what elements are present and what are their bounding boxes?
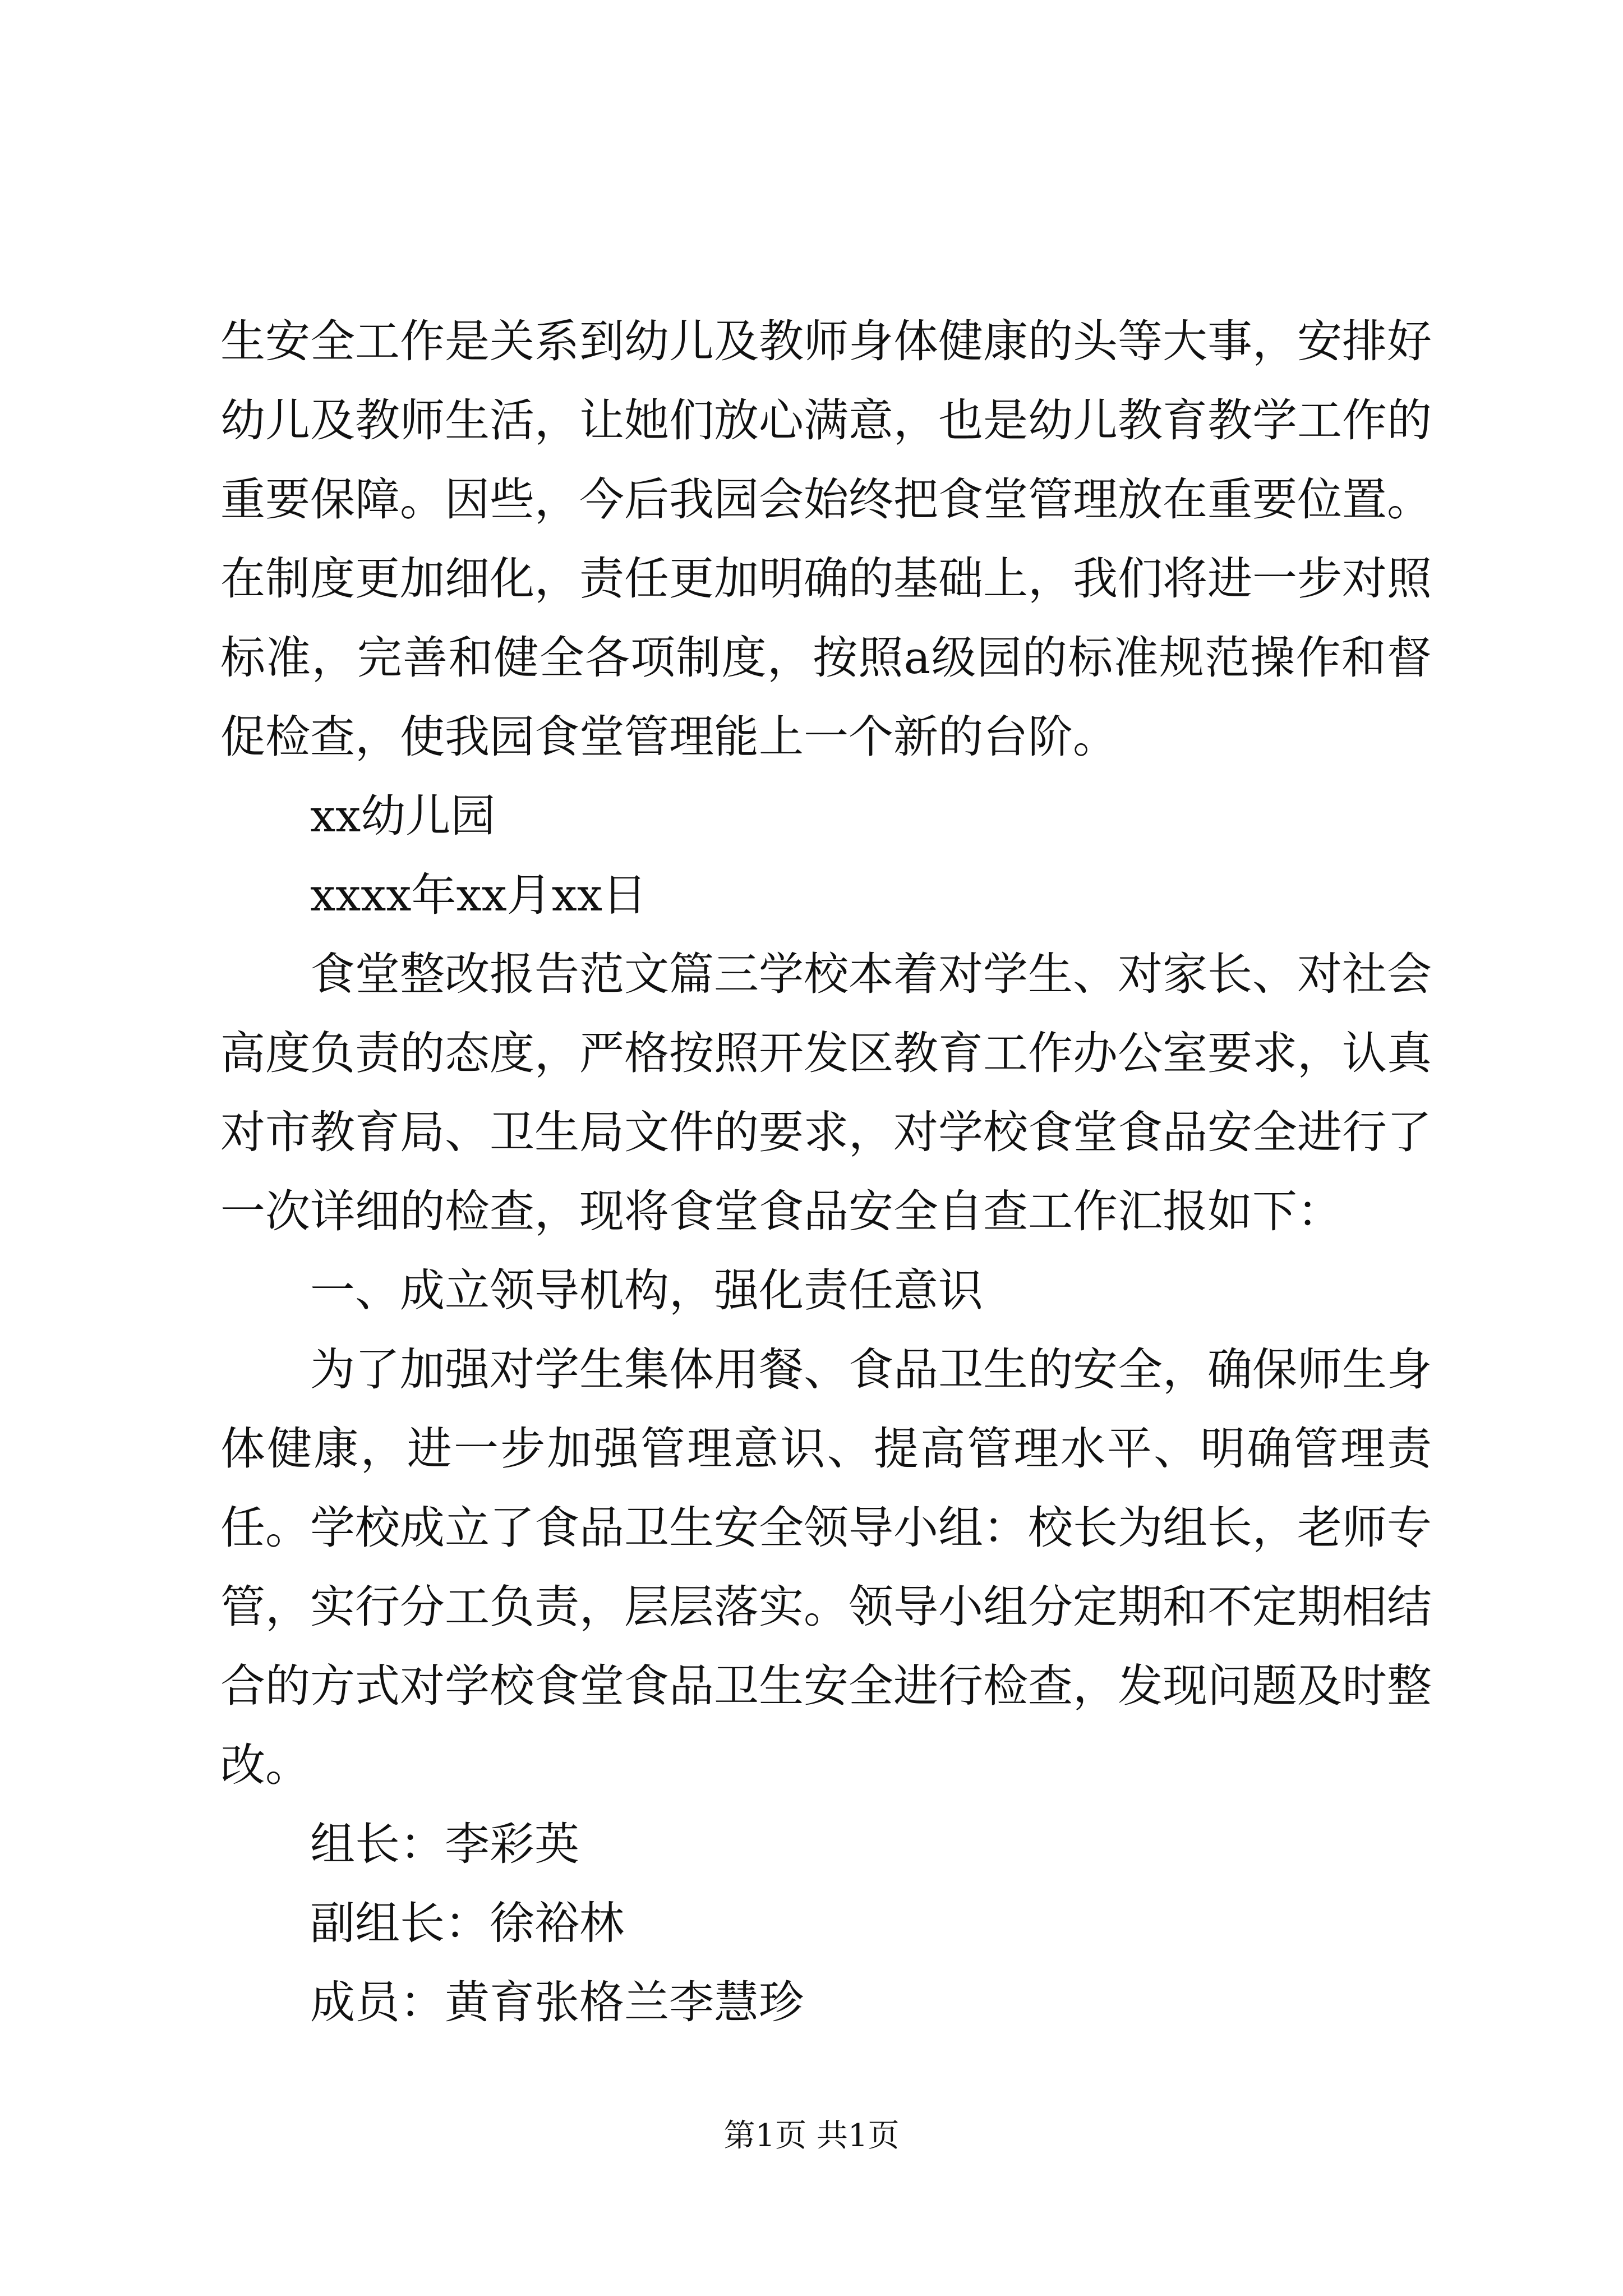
paragraph-continuation: 生安全工作是关系到幼儿及教师身体健康的头等大事，安排好幼儿及教师生活，让她们放心满意，也是幼儿教育教学工作的重要保障。因些，今后我园会始终把食堂管理放在重要位置。在制度更加细化，责任更加明确的基础上，我们将进一步对照标准，完善和健全各项制度，按照a级园的标准规范操作和督促检查，使我园食堂管理能上一个新的台阶。: [220, 315, 1432, 763]
team-leader-line: 组长：李彩英: [310, 1818, 579, 1870]
paragraph-leadership: 为了加强对学生集体用餐、食品卫生的安全，确保师生身体健康，进一步加强管理意识、提高管理水平、明确管理责任。学校成立了食品卫生安全领导小组：校长为组长，老师专管，实行分工负责，层层落实。领导小组分定期和不定期相结合的方式对学校食堂食品卫生安全进行检查，发现问题及时整改。: [220, 1343, 1432, 1791]
team-deputy-line: 副组长：徐裕林: [310, 1897, 624, 1949]
page-footer: 第1页 共1页: [723, 2118, 900, 2154]
signature-organization: xx幼儿园: [310, 790, 496, 842]
signature-date: xxxx年xx月xx日: [310, 869, 647, 921]
document-body: [220, 302, 1432, 2042]
paragraph-report-intro: 食堂整改报告范文篇三学校本着对学生、对家长、对社会高度负责的态度，严格按照开发区教育工作办公室要求，认真对市教育局、卫生局文件的要求，对学校食堂食品安全进行了一次详细的检查，现将食堂食品安全自查工作汇报如下：: [220, 948, 1432, 1237]
section-heading: 一、成立领导机构，强化责任意识: [310, 1264, 983, 1317]
team-members-line: 成员：黄育张格兰李慧珍: [310, 1976, 804, 2028]
